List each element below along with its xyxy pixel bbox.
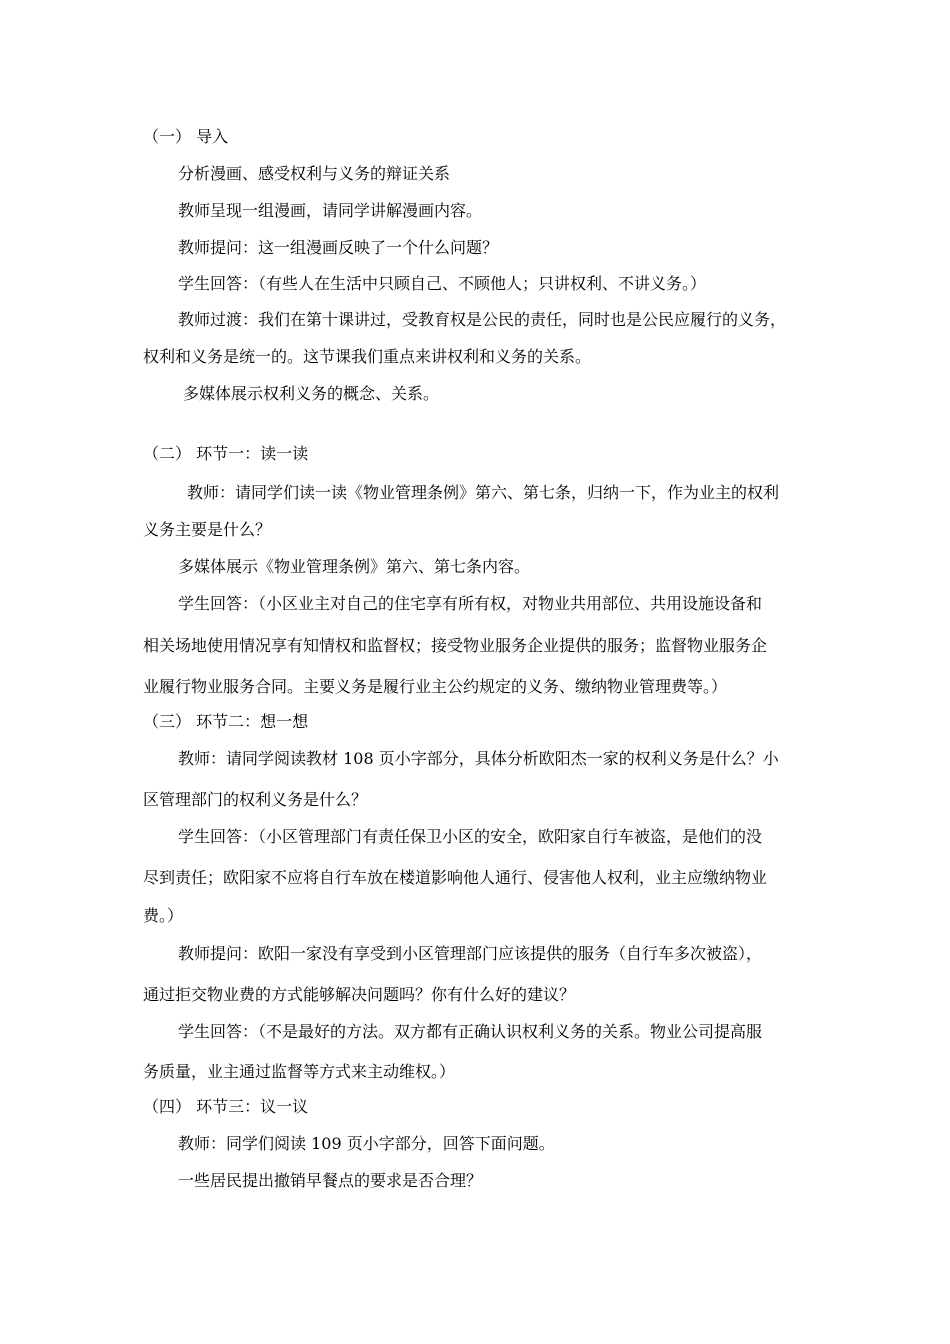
paragraph-line: 多媒体展示权利义务的概念、关系。 bbox=[183, 384, 440, 403]
paragraph-line: 教师呈现一组漫画，请同学讲解漫画内容。 bbox=[178, 201, 483, 220]
section-heading: （二） 环节一：读一读 bbox=[143, 444, 309, 463]
paragraph-line: 义务主要是什么？ bbox=[143, 520, 272, 539]
paragraph-line: 学生回答：（不是最好的方法。双方都有正确认识权利义务的关系。物业公司提高服 bbox=[178, 1022, 763, 1041]
section-heading: （三） 环节二：想一想 bbox=[143, 712, 309, 731]
section-heading: （一） 导入 bbox=[143, 127, 229, 146]
paragraph-line: 分析漫画、感受权利与义务的辩证关系 bbox=[178, 164, 451, 183]
section-heading: （四） 环节三：议一议 bbox=[143, 1097, 309, 1116]
paragraph-line: 教师提问：欧阳一家没有享受到小区管理部门应该提供的服务（自行车多次被盗）， bbox=[178, 944, 763, 963]
paragraph-line: 教师：同学们阅读 109 页小字部分，回答下面问题。 bbox=[178, 1134, 555, 1153]
paragraph-line: 教师过渡：我们在第十课讲过，受教育权是公民的责任，同时也是公民应履行的义务， bbox=[178, 310, 787, 329]
paragraph-line: 区管理部门的权利义务是什么？ bbox=[143, 790, 368, 809]
paragraph-line: 业履行物业服务合同。主要义务是履行业主公约规定的义务、缴纳物业管理费等。） bbox=[143, 677, 728, 696]
paragraph-line: 费。） bbox=[143, 906, 184, 925]
paragraph-line: 务质量，业主通过监督等方式来主动维权。） bbox=[143, 1062, 456, 1081]
paragraph-line: 学生回答：（小区管理部门有责任保卫小区的安全，欧阳家自行车被盗，是他们的没 bbox=[178, 827, 763, 846]
paragraph-line: 权利和义务是统一的。这节课我们重点来讲权利和义务的关系。 bbox=[143, 347, 592, 366]
paragraph-line: 多媒体展示《物业管理条例》第六、第七条内容。 bbox=[178, 557, 531, 576]
paragraph-line: 学生回答：（小区业主对自己的住宅享有所有权，对物业共用部位、共用设施设备和 bbox=[178, 594, 763, 613]
paragraph-line: 通过拒交物业费的方式能够解决问题吗？你有什么好的建议？ bbox=[143, 985, 576, 1004]
paragraph-line: 相关场地使用情况享有知情权和监督权；接受物业服务企业提供的服务；监督物业服务企 bbox=[143, 636, 768, 655]
paragraph-line: 教师：请同学阅读教材 108 页小字部分，具体分析欧阳杰一家的权利义务是什么？小 bbox=[178, 749, 779, 768]
paragraph-line: 尽到责任；欧阳家不应将自行车放在楼道影响他人通行、侵害他人权利，业主应缴纳物业 bbox=[143, 868, 768, 887]
paragraph-line: 教师：请同学们读一读《物业管理条例》第六、第七条，归纳一下，作为业主的权利 bbox=[187, 483, 780, 502]
paragraph-line: 学生回答：（有些人在生活中只顾自己、不顾他人；只讲权利、不讲义务。） bbox=[178, 274, 707, 293]
paragraph-line: 一些居民提出撤销早餐点的要求是否合理？ bbox=[178, 1171, 483, 1190]
paragraph-line: 教师提问：这一组漫画反映了一个什么问题？ bbox=[178, 238, 499, 257]
